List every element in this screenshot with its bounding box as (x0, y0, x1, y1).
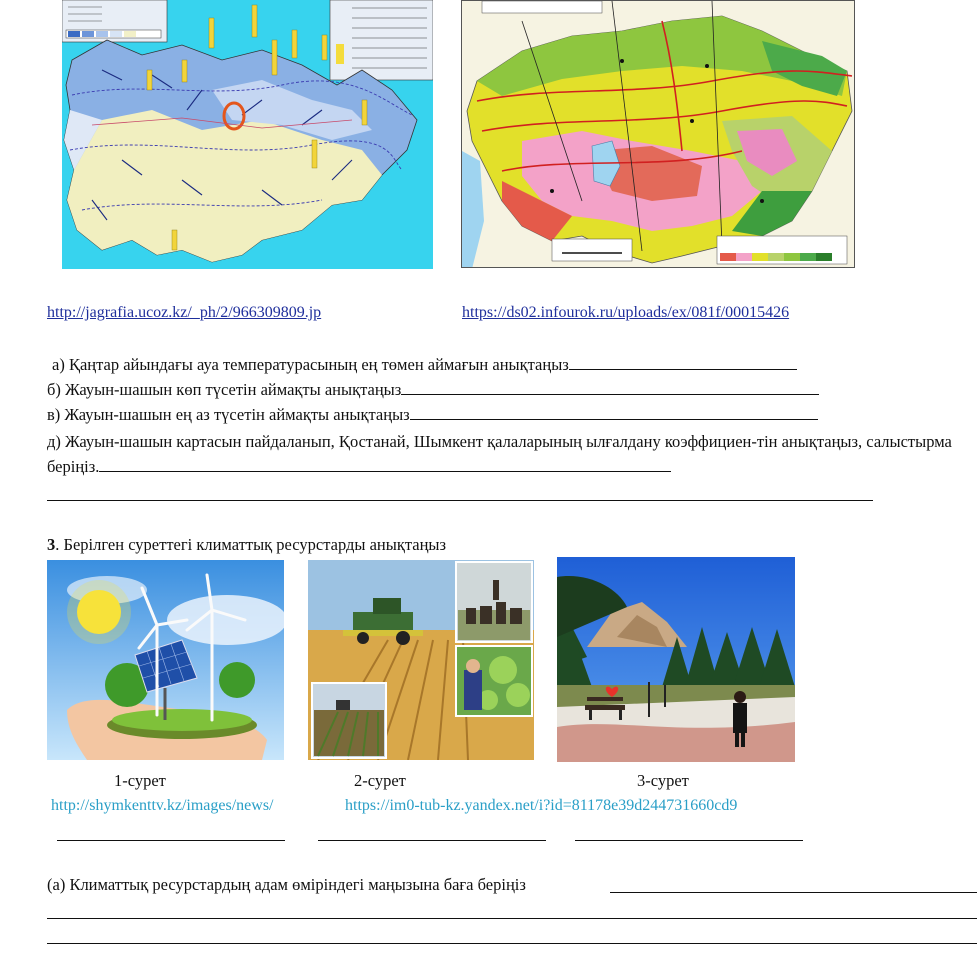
photo-2-caption: 2-сурет (354, 771, 406, 790)
question-v (47, 405, 818, 425)
question-d-text: д) Жауын-шашын картасын пайдаланып, Қостанай, Шымкент қалаларының ылғалдану коэффициен-тін анықтаңыз, салыстырма (47, 432, 952, 451)
photo-1-caption: 1-сурет (114, 771, 166, 790)
photo-1-drawing (47, 560, 284, 760)
question-b (47, 380, 819, 400)
photo-2-drawing (308, 560, 534, 760)
task-a (47, 875, 526, 895)
section-3-number: 3 (47, 535, 56, 554)
map1-source-link[interactable]: http://jagrafia.ucoz.kz/_ph/2/966309809.jp (47, 304, 322, 321)
answer-blank-b[interactable] (401, 380, 819, 395)
question-v-text: в) Жауын-шашын ең аз түсетін аймақты анықтаңыз (47, 405, 410, 424)
photo-1-renewable-energy (47, 560, 284, 760)
photo-2-agriculture (308, 560, 534, 760)
photo-1-source-link[interactable]: http://shymkenttv.kz/images/news/ (51, 797, 274, 814)
answer-blank-d[interactable] (99, 457, 671, 472)
answer-blank-v[interactable] (410, 405, 818, 420)
answer-line-d-2[interactable] (47, 500, 873, 501)
task-a-text: (а) Климаттық ресурстардың адам өміріндегі маңызына баға беріңіз (47, 875, 526, 894)
question-d-continued (47, 457, 671, 477)
temperature-map-drawing (62, 0, 433, 269)
task-a-answer-line-1[interactable] (610, 892, 977, 893)
question-d-text-2: беріңіз. (47, 457, 100, 476)
task-a-answer-line-2[interactable] (47, 918, 977, 919)
map2-source-link[interactable]: https://ds02.infourok.ru/uploads/ex/081f/00015426 (462, 304, 790, 321)
question-b-text: б) Жауын-шашын көп түсетін аймақты анықтаңыз (47, 380, 402, 399)
question-d (47, 432, 952, 452)
photo-2-answer-line[interactable] (318, 840, 546, 841)
photo-3-answer-line[interactable] (575, 840, 803, 841)
precipitation-map-drawing (462, 1, 855, 268)
photo-3-caption: 3-сурет (637, 771, 689, 790)
photo-3-park-landscape (557, 557, 795, 762)
precipitation-map (461, 0, 855, 268)
section-3-heading (47, 535, 446, 555)
section-3-title: . Берілген суреттегі климаттық ресурстарды анықтаңыз (55, 535, 447, 554)
task-a-answer-line-3[interactable] (47, 943, 977, 944)
answer-blank-a[interactable] (569, 355, 797, 370)
question-a (52, 355, 797, 375)
photo-1-answer-line[interactable] (57, 840, 285, 841)
question-a-text: а) Қаңтар айындағы ауа температурасының ең төмен аймағын анықтаңыз (52, 355, 569, 374)
photo-2-source-link[interactable]: https://im0-tub-kz.yandex.net/i?id=81178e39d244731660cd9 (345, 797, 738, 814)
photo-3-drawing (557, 557, 795, 762)
temperature-map (62, 0, 433, 269)
